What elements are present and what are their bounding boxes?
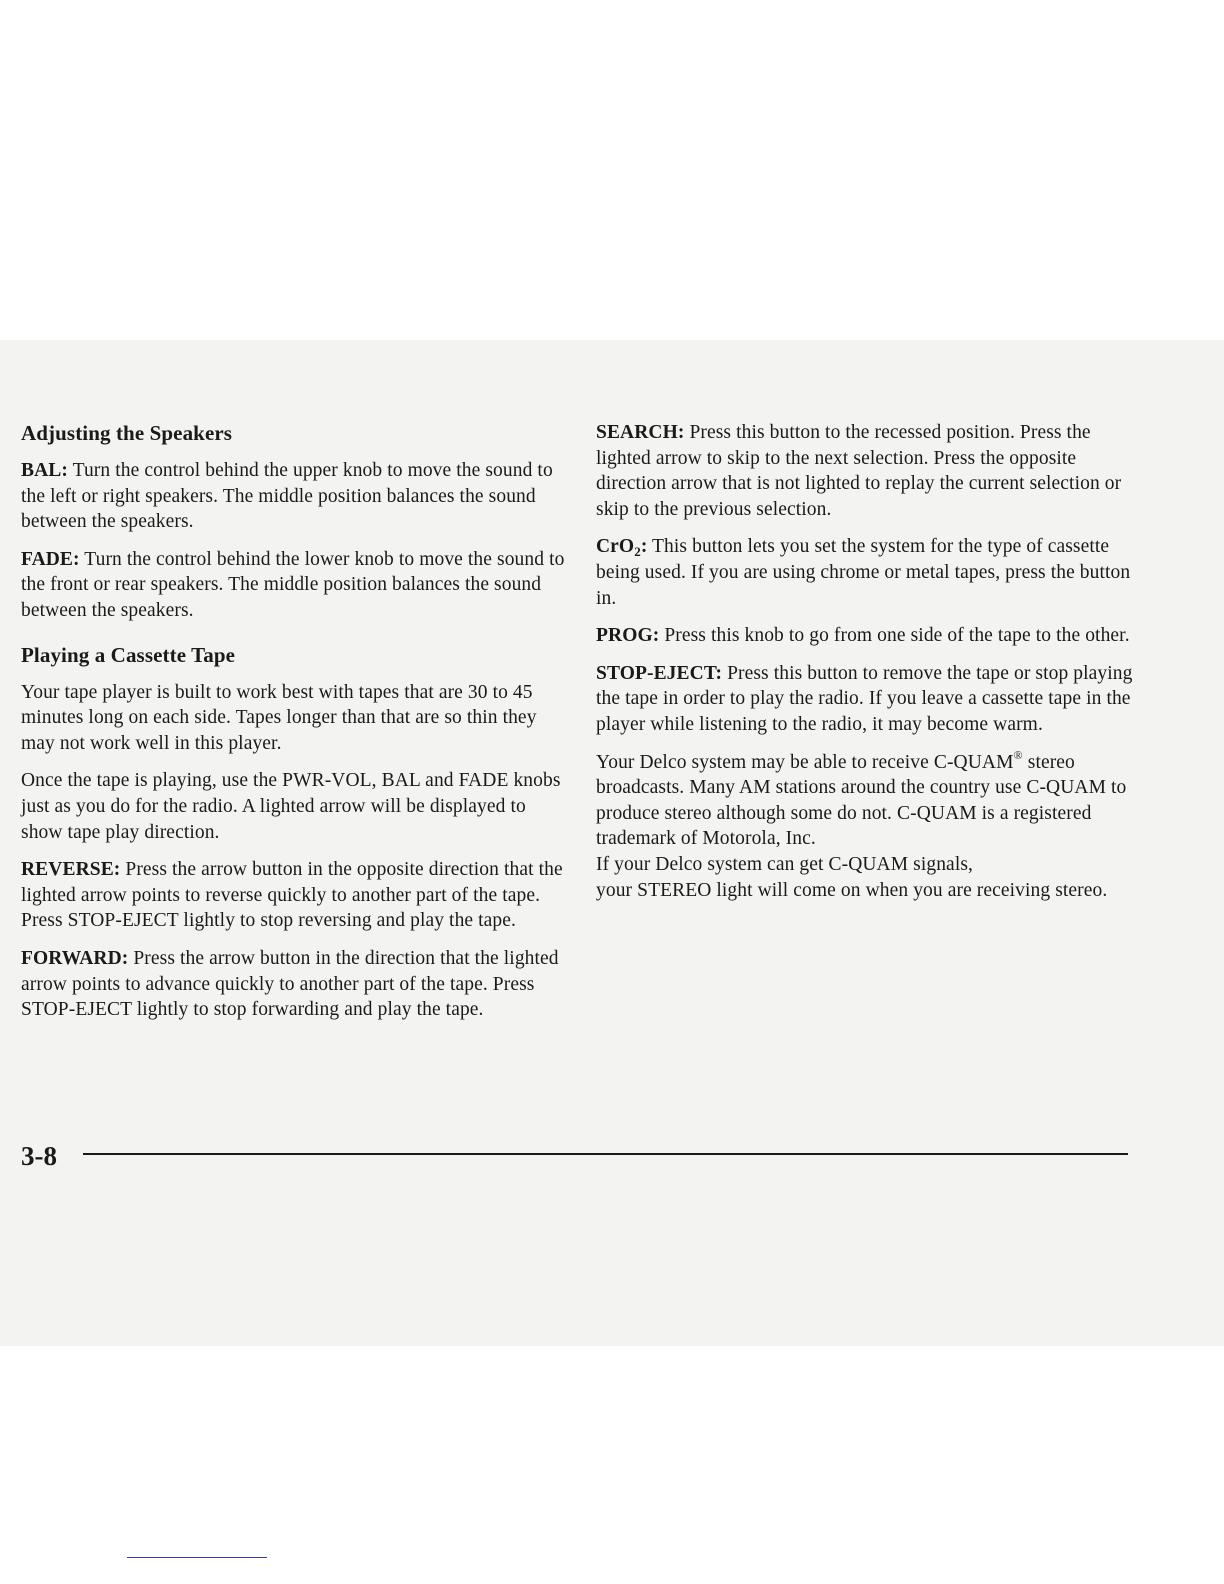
term-reverse: REVERSE: [21,859,121,881]
heading-adjusting-speakers: Adjusting the Speakers [21,421,233,445]
text-prog: Press this knob to go from one side of the tape to the other. [664,625,1130,647]
heading-playing-cassette: Playing a Cassette Tape [21,642,236,667]
page-number: 3-8 [21,1141,57,1171]
term-forward: FORWARD: [21,947,129,969]
right-column [596,420,1141,915]
paragraph-fade [21,547,566,624]
term-fade: FADE: [21,548,80,570]
text-search: Press this button to the recessed position. Press the lighted arrow to skip to the next selection. Press the opposite direction arrow that is not lighted to replay the current selection or skip to the previous selection. [596,422,1122,520]
bottom-stray-line [127,1557,267,1558]
paragraph-tape-playing: Once the tape is playing, use the PWR-VOL, BAL and FADE knobs just as you do for the radio. A lighted arrow will be displayed to show tape play direction. [21,770,561,843]
term-cro2-subscript: 2 [634,544,641,560]
paragraph-reverse [21,857,566,934]
footer-rule [83,1153,1128,1155]
term-search: SEARCH: [596,422,685,443]
paragraph-cro2 [596,534,1141,611]
text-cquam-1: Your Delco system may be able to receive C-QUAM [596,751,1014,773]
paragraph-prog [596,623,1141,649]
paragraph-search [596,420,1141,522]
term-bal: BAL: [21,460,68,481]
text-fade: Turn the control behind the lower knob to move the sound to the front or rear speakers. The middle position balances the sound between the speakers. [21,548,565,621]
paragraph-forward [21,946,566,1023]
text-cro2: This button lets you set the system for the type of cassette being used. If you are using chrome or metal tapes, press the button in. [596,536,1131,609]
term-prog: PROG: [596,625,660,647]
text-stop-eject: Press this button to remove the tape or stop playing the tape in order to play the radio. If you leave a cassette tape in the player while listening to the radio, it may become warm. [596,662,1133,735]
paragraph-cquam [596,747,1141,904]
registered-mark: ® [1013,747,1023,762]
left-column [21,420,566,1035]
paragraph-bal [21,458,566,535]
text-cquam-4: your STEREO light will come on when you are receiving stereo. [596,879,1108,901]
text-cquam-3: If your Delco system can get C-QUAM signals, [596,853,973,875]
paragraph-stop-eject [596,661,1141,738]
term-cro2 [596,536,648,560]
term-cro2-colon: : [640,536,648,558]
text-bal: Turn the control behind the upper knob to move the sound to the left or right speakers. The middle position balances the sound between the speakers. [21,460,553,533]
text-reverse: Press the arrow button in the opposite direction that the lighted arrow points to reverse quickly to another part of the tape. Press STOP-EJECT lightly to stop reversing and play the tape. [21,859,563,932]
term-cro2-base: CrO [596,536,635,558]
text-forward: Press the arrow button in the direction that the lighted arrow points to advance quickly to another part of the tape. Press STOP-EJECT lightly to stop forwarding and play the tape. [21,947,559,1021]
term-stop-eject: STOP-EJECT: [596,662,723,684]
paragraph-tape-length: Your tape player is built to work best with tapes that are 30 to 45 minutes long on each side. Tapes longer than that are so thin they may not work well in this player. [21,681,537,754]
text-cquam-2: stereo broadcasts. Many AM stations around the country use C-QUAM to produce stereo although some do not. C-QUAM is a registered trademark of Motorola, Inc. [596,751,1127,850]
